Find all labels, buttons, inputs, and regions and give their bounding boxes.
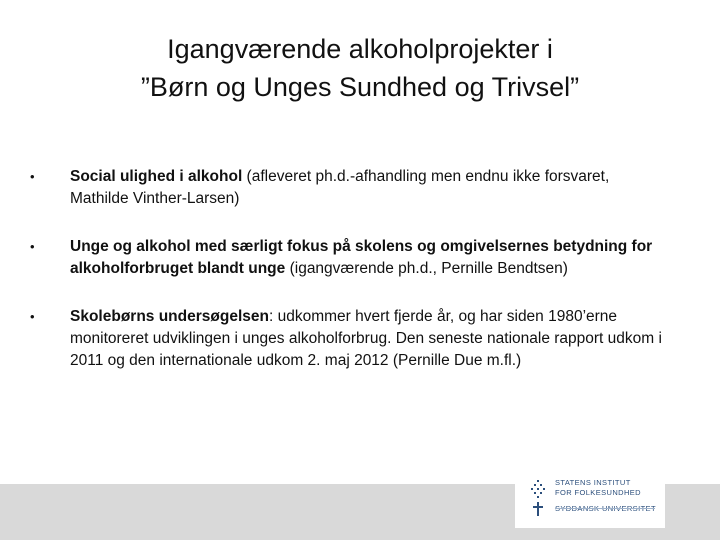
bullet-bold-text: Social ulighed i alkohol [70, 168, 243, 185]
logo-line-3 [555, 504, 656, 514]
title-line-2: ”Børn og Unges Sundhed og Trivsel” [140, 72, 580, 102]
bullet-bold-text: Skolebørns undersøgelsen [70, 308, 269, 325]
logo-line-1: STATENS INSTITUT [555, 478, 631, 487]
bullet-list [28, 166, 668, 398]
bullet-text: (igangværende ph.d., Pernille Bendtsen) [285, 260, 568, 277]
bullet-icon: • [30, 169, 35, 184]
bullet-text: (afleveret ph.d.-afhandling men endnu ikke forsvaret, Mathilde Vinther-Larsen) [70, 168, 610, 207]
logo-divider [555, 508, 655, 509]
bullet-icon: • [30, 239, 35, 254]
institute-logo [515, 470, 665, 528]
bullet-icon: • [30, 309, 35, 324]
slide-title [60, 30, 660, 106]
bullet-bold-text: Unge og alkohol med særligt fokus på skolens og omgivelsernes betydning for alkoholforbruget blandt unge [70, 238, 653, 277]
title-line-1: Igangværende alkoholprojekter i [167, 34, 553, 64]
bullet-text: : udkommer hvert fjerde år, og har siden 1980’erne monitoreret udviklingen i unges alkoholforbrug. Den seneste nationale rapport udkom i 2011 og den internationale udkom 2. maj 2012 (Pernille Due m.fl.) [70, 308, 662, 369]
logo-emblem-icon [525, 476, 551, 522]
bullet-item-unge-og-alkohol [28, 236, 668, 280]
logo-line-2: FOR FOLKESUNDHED [555, 488, 641, 497]
bullet-item-skoleboerns-undersoegelsen [28, 306, 668, 372]
bullet-item-social-ulighed [28, 166, 668, 210]
